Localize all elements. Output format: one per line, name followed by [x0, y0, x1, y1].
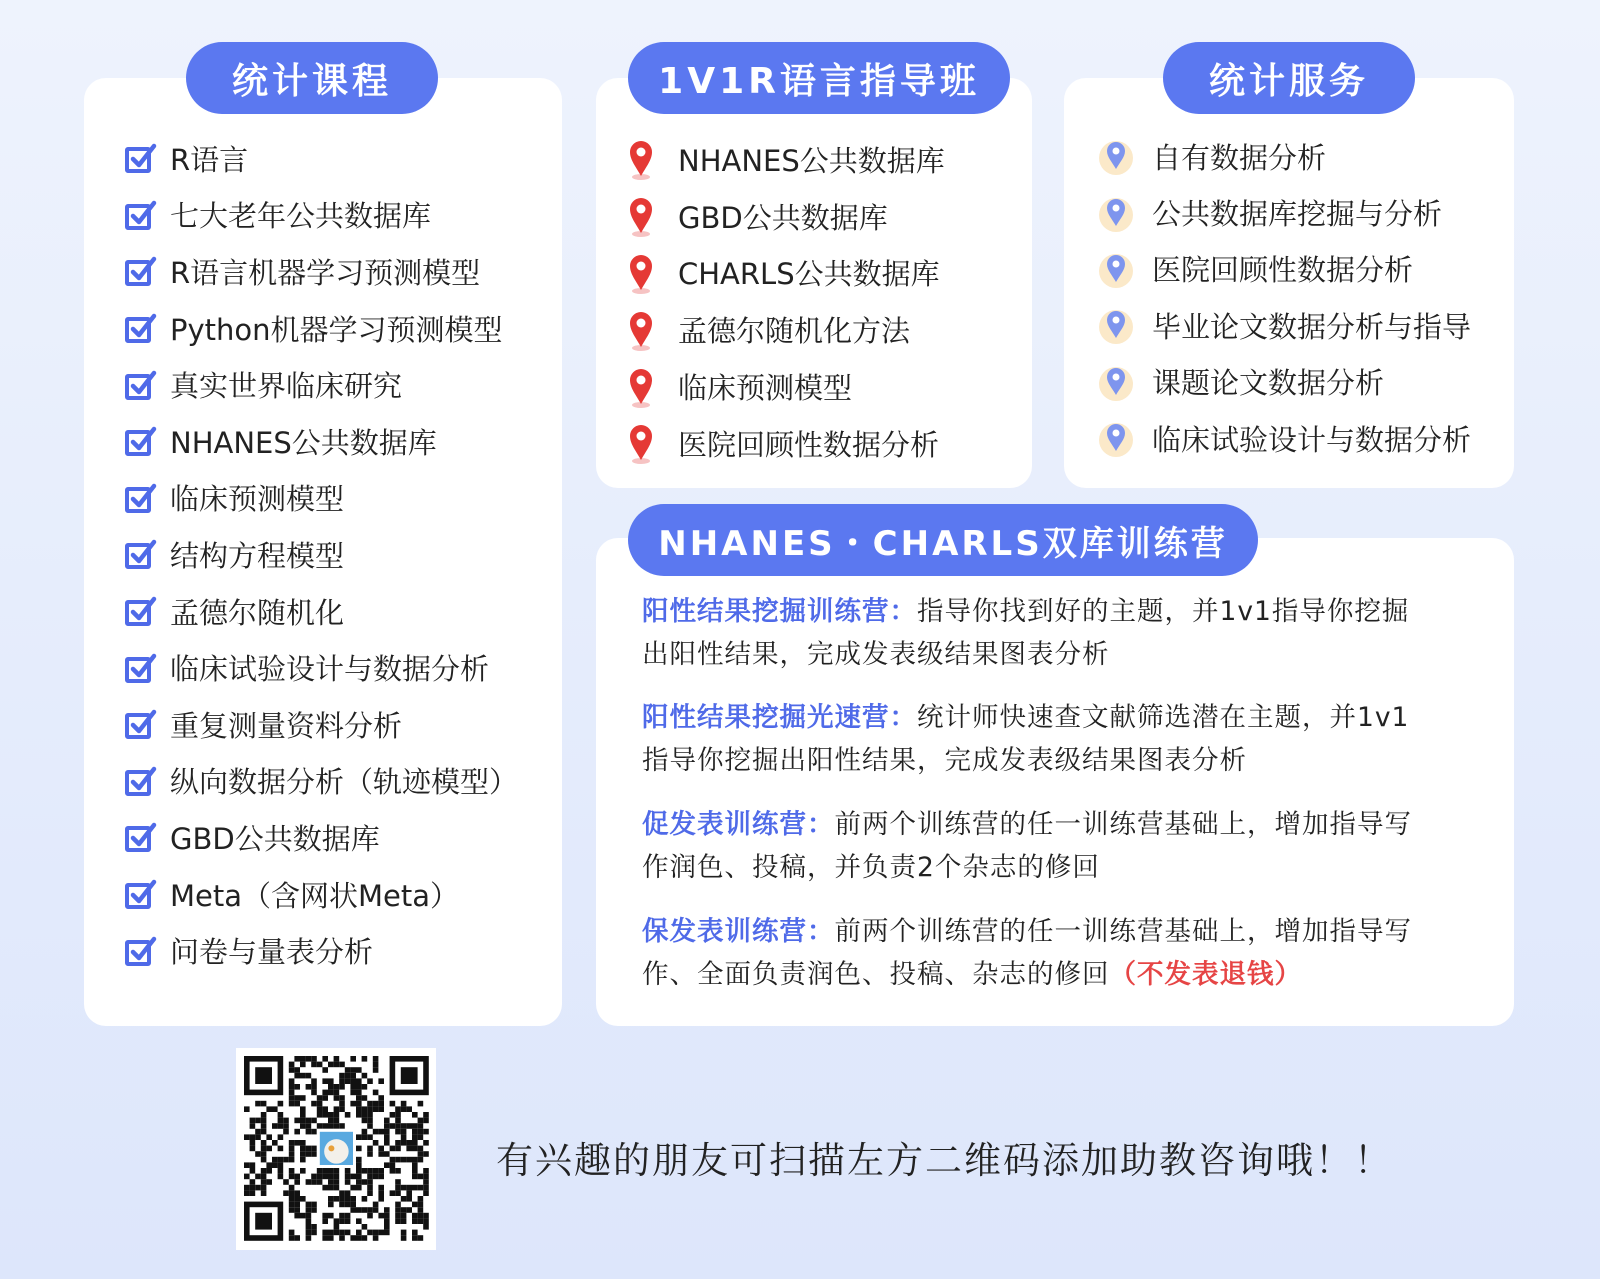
list-item-label: NHANES公共数据库 — [170, 425, 437, 460]
list-item-label: 自有数据分析 — [1152, 140, 1327, 175]
map-pin-red-icon — [626, 137, 656, 181]
map-pin-blue-icon — [1096, 418, 1136, 458]
list-item — [626, 358, 945, 415]
list-item-label: 课题论文数据分析 — [1152, 366, 1385, 401]
list-item — [1096, 241, 1471, 297]
map-pin-red-icon — [626, 308, 656, 352]
services-list — [1096, 128, 1471, 466]
checkbox-checked-icon — [124, 877, 158, 911]
courses-list — [124, 130, 518, 979]
list-item-label: R语言 — [170, 142, 249, 177]
list-item-label: 毕业论文数据分析与指导 — [1152, 309, 1472, 344]
list-item-label: Meta（含网状Meta） — [170, 878, 460, 913]
camp-desc: 指导你找到好的主题，并1v1指导你挖掘 — [917, 596, 1410, 627]
map-pin-red-icon — [626, 421, 656, 465]
list-item — [626, 131, 945, 188]
checkbox-checked-icon — [124, 481, 158, 515]
list-item — [124, 356, 518, 413]
list-item-label: 临床预测模型 — [170, 482, 345, 517]
refund-note: （不发表退钱） — [1109, 959, 1302, 990]
camp-desc-2: 作、全面负责润色、投稿、杂志的修回 — [642, 959, 1110, 990]
list-item-label: 真实世界临床研究 — [170, 369, 403, 404]
list-item — [626, 415, 945, 472]
checkbox-checked-icon — [124, 707, 158, 741]
checkbox-checked-icon — [124, 141, 158, 175]
list-item — [124, 130, 518, 187]
tutoring-title: 1V1R语言指导班 — [628, 42, 1010, 114]
map-pin-blue-icon — [1096, 193, 1136, 233]
courses-title: 统计课程 — [186, 42, 438, 114]
list-item-label: 纵向数据分析（轨迹模型） — [170, 765, 519, 800]
list-item-label: R语言机器学习预测模型 — [170, 255, 481, 290]
list-item-label: 临床试验设计与数据分析 — [1152, 422, 1472, 457]
camp-desc: 前两个训练营的任一训练营基础上，增加指导写 — [834, 809, 1412, 840]
checkbox-checked-icon — [124, 594, 158, 628]
list-item — [1096, 410, 1471, 466]
list-item — [124, 639, 518, 696]
map-pin-red-icon — [626, 365, 656, 409]
list-item — [124, 526, 518, 583]
map-pin-blue-icon — [1096, 249, 1136, 289]
camp-item — [642, 696, 1462, 782]
map-pin-blue-icon — [1096, 362, 1136, 402]
list-item — [124, 583, 518, 640]
list-item-label: Python机器学习预测模型 — [170, 312, 503, 347]
list-item-label: 临床预测模型 — [678, 371, 853, 406]
list-item — [1096, 297, 1471, 353]
qr-code — [236, 1048, 436, 1250]
camp-name: 保发表训练营： — [642, 916, 835, 947]
checkbox-checked-icon — [124, 537, 158, 571]
camp-desc-2: 出阳性结果，完成发表级结果图表分析 — [642, 639, 1110, 670]
camp-name: 促发表训练营： — [642, 809, 835, 840]
services-title: 统计服务 — [1163, 42, 1415, 114]
camp-desc: 前两个训练营的任一训练营基础上，增加指导写 — [834, 916, 1412, 947]
camp-desc: 统计师快速查文献筛选潜在主题，并1v1 — [917, 702, 1410, 733]
map-pin-blue-icon — [1096, 305, 1136, 345]
camp-name: 阳性结果挖掘光速营： — [642, 702, 917, 733]
list-item-label: GBD公共数据库 — [678, 200, 888, 235]
list-item — [124, 696, 518, 753]
list-item — [124, 922, 518, 979]
checkbox-checked-icon — [124, 311, 158, 345]
list-item — [1096, 354, 1471, 410]
list-item-label: 医院回顾性数据分析 — [1152, 253, 1414, 288]
list-item-label: 孟德尔随机化 — [170, 595, 345, 630]
camp-desc-2: 指导你挖掘出阳性结果，完成发表级结果图表分析 — [642, 745, 1247, 776]
list-item — [626, 245, 945, 302]
list-item-label: 结构方程模型 — [170, 538, 345, 573]
checkbox-checked-icon — [124, 764, 158, 798]
camps-title: NHANES・CHARLS双库训练营 — [628, 504, 1258, 576]
checkbox-checked-icon — [124, 651, 158, 685]
qr-code-icon — [236, 1048, 436, 1250]
list-item-label: CHARLS公共数据库 — [678, 257, 940, 292]
checkbox-checked-icon — [124, 424, 158, 458]
list-item-label: 临床试验设计与数据分析 — [170, 652, 490, 687]
list-item-label: GBD公共数据库 — [170, 821, 380, 856]
map-pin-red-icon — [626, 251, 656, 295]
list-item-label: 问卷与量表分析 — [170, 935, 374, 970]
tutoring-list — [626, 131, 945, 472]
list-item — [124, 866, 518, 923]
list-item-label: 公共数据库挖掘与分析 — [1152, 197, 1443, 232]
camp-name: 阳性结果挖掘训练营： — [642, 596, 917, 627]
list-item — [626, 301, 945, 358]
list-item — [124, 809, 518, 866]
map-pin-red-icon — [626, 194, 656, 238]
list-item — [1096, 128, 1471, 184]
checkbox-checked-icon — [124, 254, 158, 288]
camp-item — [642, 910, 1462, 996]
list-item — [124, 413, 518, 470]
checkbox-checked-icon — [124, 368, 158, 402]
list-item — [1096, 184, 1471, 240]
checkbox-checked-icon — [124, 198, 158, 232]
list-item — [124, 243, 518, 300]
checkbox-checked-icon — [124, 934, 158, 968]
list-item-label: 孟德尔随机化方法 — [678, 314, 911, 349]
list-item — [124, 300, 518, 357]
camp-desc-2: 作润色、投稿，并负责2个杂志的修回 — [642, 852, 1100, 883]
camp-item — [642, 590, 1462, 676]
list-item — [124, 753, 518, 810]
list-item-label: 七大老年公共数据库 — [170, 199, 432, 234]
footer-text: 有兴趣的朋友可扫描左方二维码添加助教咨询哦！！ — [496, 1139, 1393, 1182]
list-item — [626, 188, 945, 245]
camp-item — [642, 803, 1462, 889]
list-item — [124, 470, 518, 527]
map-pin-blue-icon — [1096, 136, 1136, 176]
list-item-label: NHANES公共数据库 — [678, 143, 945, 178]
list-item-label: 重复测量资料分析 — [170, 708, 403, 743]
list-item — [124, 187, 518, 244]
checkbox-checked-icon — [124, 820, 158, 854]
list-item-label: 医院回顾性数据分析 — [678, 427, 940, 462]
